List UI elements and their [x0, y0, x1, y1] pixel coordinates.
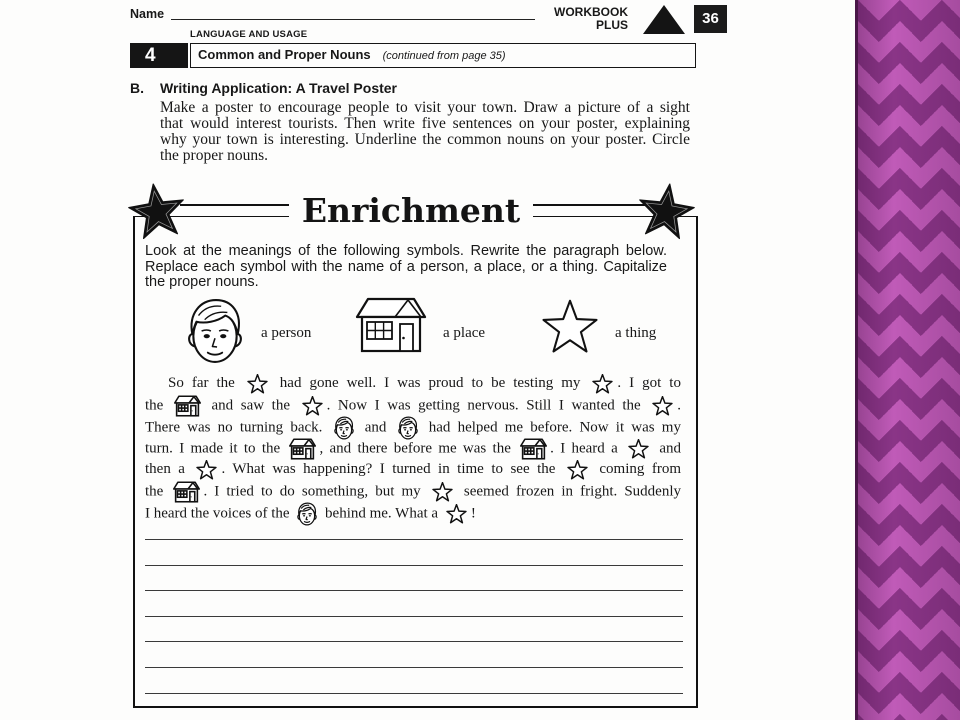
- lesson-number: 4: [130, 43, 188, 68]
- story-line: [145, 481, 681, 503]
- star-icon: [651, 396, 674, 416]
- lesson-title-box: [190, 43, 696, 68]
- story-text: had gone well. I was proud to be testing my: [271, 375, 589, 391]
- answer-line: [145, 693, 683, 694]
- face-icon: [296, 502, 318, 526]
- enrichment-instructions: [145, 244, 667, 291]
- answer-line: [145, 590, 683, 616]
- story-line: [145, 502, 681, 524]
- house-icon: [355, 296, 427, 354]
- section-letter: B.: [130, 80, 144, 96]
- story-text: . I heard a: [550, 439, 625, 456]
- face-icon: [184, 297, 246, 365]
- star-icon: [591, 374, 614, 394]
- story-text: and: [653, 439, 681, 456]
- instruction-line: why your town is interesting. Underline the common nouns on your poster. Circle: [160, 131, 690, 148]
- story-text: had helped me before. Now it was my: [421, 419, 681, 436]
- star-icon: [445, 504, 468, 524]
- story-text: and: [357, 419, 394, 436]
- story-text: then a: [145, 461, 193, 477]
- story-text: the: [145, 482, 171, 499]
- enrichment-title: Enrichment: [289, 193, 533, 229]
- house-icon: [520, 438, 547, 460]
- name-line: [171, 19, 535, 20]
- instruction-line: Look at the meanings of the following symbols. Rewrite the paragraph below.: [145, 243, 667, 259]
- star-icon: [301, 396, 324, 416]
- story-text: I heard the voices of the: [145, 505, 294, 522]
- story-text: . I tried to do something, but my: [203, 482, 428, 499]
- story-text: There was no turning back.: [145, 419, 330, 436]
- face-icon: [333, 416, 355, 440]
- star-icon: [538, 299, 602, 355]
- answer-line: [145, 565, 683, 591]
- right-banner-star-icon: [631, 178, 700, 244]
- left-banner-star-icon: [122, 178, 191, 244]
- star-icon: [431, 482, 454, 502]
- workbook-plus-label: [536, 6, 628, 31]
- lesson-continued-note: (continued from page 35): [382, 50, 506, 62]
- house-icon: [173, 481, 200, 503]
- story-text: the: [145, 396, 171, 413]
- story-text: So far the: [168, 375, 243, 391]
- lesson-title: Common and Proper Nouns: [198, 47, 371, 62]
- story-line: [145, 416, 681, 438]
- instruction-line: Replace each symbol with the name of a person, a place, or a thing. Capitalize: [145, 258, 667, 275]
- story-text: behind me. What a: [321, 505, 442, 522]
- star-icon: [195, 460, 218, 480]
- house-icon: [174, 395, 201, 417]
- answer-line: [145, 539, 683, 565]
- story-text: seemed frozen in fright. Suddenly: [456, 482, 682, 499]
- story-line: [145, 438, 681, 460]
- story-line: [145, 395, 681, 417]
- star-icon: [627, 439, 650, 459]
- story-text: coming from: [591, 461, 682, 477]
- story-text: , and there before me was the: [319, 439, 518, 456]
- page-number: 36: [694, 5, 727, 33]
- story-text: . Now I was getting nervous. Still I wanted the: [326, 396, 649, 413]
- instruction-line: Make a poster to encourage people to visit your town. Draw a picture of a sight: [160, 99, 690, 116]
- story-line: [145, 373, 681, 395]
- story-text: !: [470, 505, 476, 522]
- decorative-frame-band: [855, 0, 960, 720]
- legend-label-person: a person: [261, 325, 312, 341]
- story-text: .: [677, 396, 682, 413]
- section-instructions: [160, 100, 690, 164]
- story-paragraph: [145, 373, 681, 524]
- answer-lines: [145, 539, 683, 694]
- name-label: Name: [130, 7, 165, 21]
- legend-label-place: a place: [443, 325, 486, 341]
- face-icon: [397, 416, 419, 440]
- story-line: [145, 459, 681, 481]
- house-icon: [289, 438, 316, 460]
- story-text: turn. I made it to the: [145, 439, 287, 456]
- legend-label-thing: a thing: [615, 325, 657, 341]
- answer-line: [145, 667, 683, 693]
- instruction-line: the proper nouns.: [145, 274, 259, 290]
- instruction-line: that would interest tourists. Then write five sentences on your poster, explaining: [160, 115, 690, 132]
- triangle-icon: [643, 5, 685, 34]
- star-icon: [566, 460, 589, 480]
- star-icon: [246, 374, 269, 394]
- story-text: . I got to: [617, 375, 681, 391]
- workbook-text: WORKBOOK: [554, 5, 628, 19]
- answer-line: [145, 641, 683, 667]
- plus-text: PLUS: [595, 17, 628, 32]
- story-text: and saw the: [203, 396, 298, 413]
- section-heading: Writing Application: A Travel Poster: [160, 80, 397, 96]
- instruction-line: the proper nouns.: [160, 147, 269, 164]
- section-label: LANGUAGE AND USAGE: [190, 29, 308, 40]
- story-text: . What was happening? I turned in time to see the: [221, 461, 563, 477]
- answer-line: [145, 616, 683, 642]
